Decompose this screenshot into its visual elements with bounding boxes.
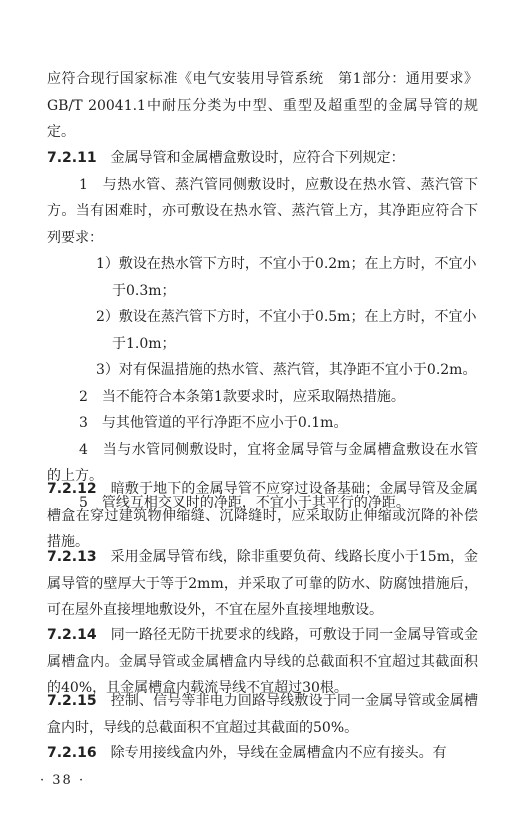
clause-number: 7.2.16: [47, 745, 97, 761]
page-number: · 38 ·: [40, 773, 86, 788]
clause-7-2-16: [0, 740, 522, 767]
clause-7-2-11: [0, 145, 522, 516]
clause-text: 同一路径无防干扰要求的线路，可敷设于同一金属导管或金属槽盒内。金属导管或金属槽盒内导线的总截面积不宜超过其截面积的40%，且金属槽盒内载流导线不宜超过30根。: [47, 627, 478, 696]
sub-item-2-line-2: 于1.0m；: [112, 335, 176, 352]
clause-text: 金属导管和金属槽盒敷设时，应符合下列规定：: [110, 150, 405, 166]
clause-7-2-15: [0, 688, 522, 741]
sub-item-1-line-2: 于0.3m；: [112, 282, 176, 299]
clause-text: 除专用接线盒内外，导线在金属槽盒内不应有接头。有: [110, 745, 447, 761]
clause-7-2-13: [0, 544, 522, 624]
clause-number: 7.2.14: [47, 627, 97, 643]
clause-number: 7.2.15: [47, 693, 97, 709]
clause-item-2: 2 当不能符合本条第1款要求时，应采取隔热措施。: [79, 388, 405, 405]
clause-text: 采用金属导管布线，除非重要负荷、线路长度小于15m，金属导管的壁厚大于等于2mm，并采取了可靠的防水、防腐蚀措施后，可在屋外直接埋地敷设外，不宜在屋外直接埋地敷设。: [47, 549, 478, 618]
clause-number: 7.2.11: [47, 150, 97, 166]
clause-number: 7.2.12: [47, 481, 97, 497]
sub-item-1-line-1: 1）敷设在热水管下方时，不宜小于0.2m；在上方时，不宜小: [96, 256, 477, 272]
clause-item-4: 4 当与水管同侧敷设时，宜将金属导管与金属槽盒敷设在水管的上方。: [47, 441, 478, 484]
continuation-paragraph: [0, 66, 522, 146]
sub-item-2-line-1: 2）敷设在蒸汽管下方时，不宜小于0.5m；在上方时，不宜小: [96, 309, 477, 325]
clause-item-5: 5 管线互相交叉时的净距，不宜小于其平行的净距。: [79, 494, 410, 511]
clause-item-1: 1 与热水管、蒸汽管同侧敷设时，应敷设在热水管、蒸汽管下方。当有困难时，亦可敷设在热水管、蒸汽管上方，其净距应符合下列要求：: [47, 176, 478, 246]
clause-number: 7.2.13: [47, 549, 97, 565]
clause-text: 控制、信号等非电力回路导线敷设于同一金属导管或金属槽盒内时，导线的总截面积不宜超过其截面的50%。: [47, 693, 478, 736]
clause-item-3: 3 与其他管道的平行净距不应小于0.1m。: [79, 415, 348, 431]
continuation-text: 应符合现行国家标准《电气安装用导管系统 第1部分：通用要求》GB/T 20041.1中耐压分类为中型、重型及超重型的金属导管的规定。: [47, 71, 478, 140]
sub-item-3: 3）对有保温措施的热水管、蒸汽管，其净距不宜小于0.2m。: [96, 362, 477, 378]
clause-text: 暗敷于地下的金属导管不应穿过设备基础；金属导管及金属槽盒在穿过建筑物伸缩缝、沉降缝时，应采取防止伸缩或沉降的补偿措施。: [47, 481, 478, 550]
